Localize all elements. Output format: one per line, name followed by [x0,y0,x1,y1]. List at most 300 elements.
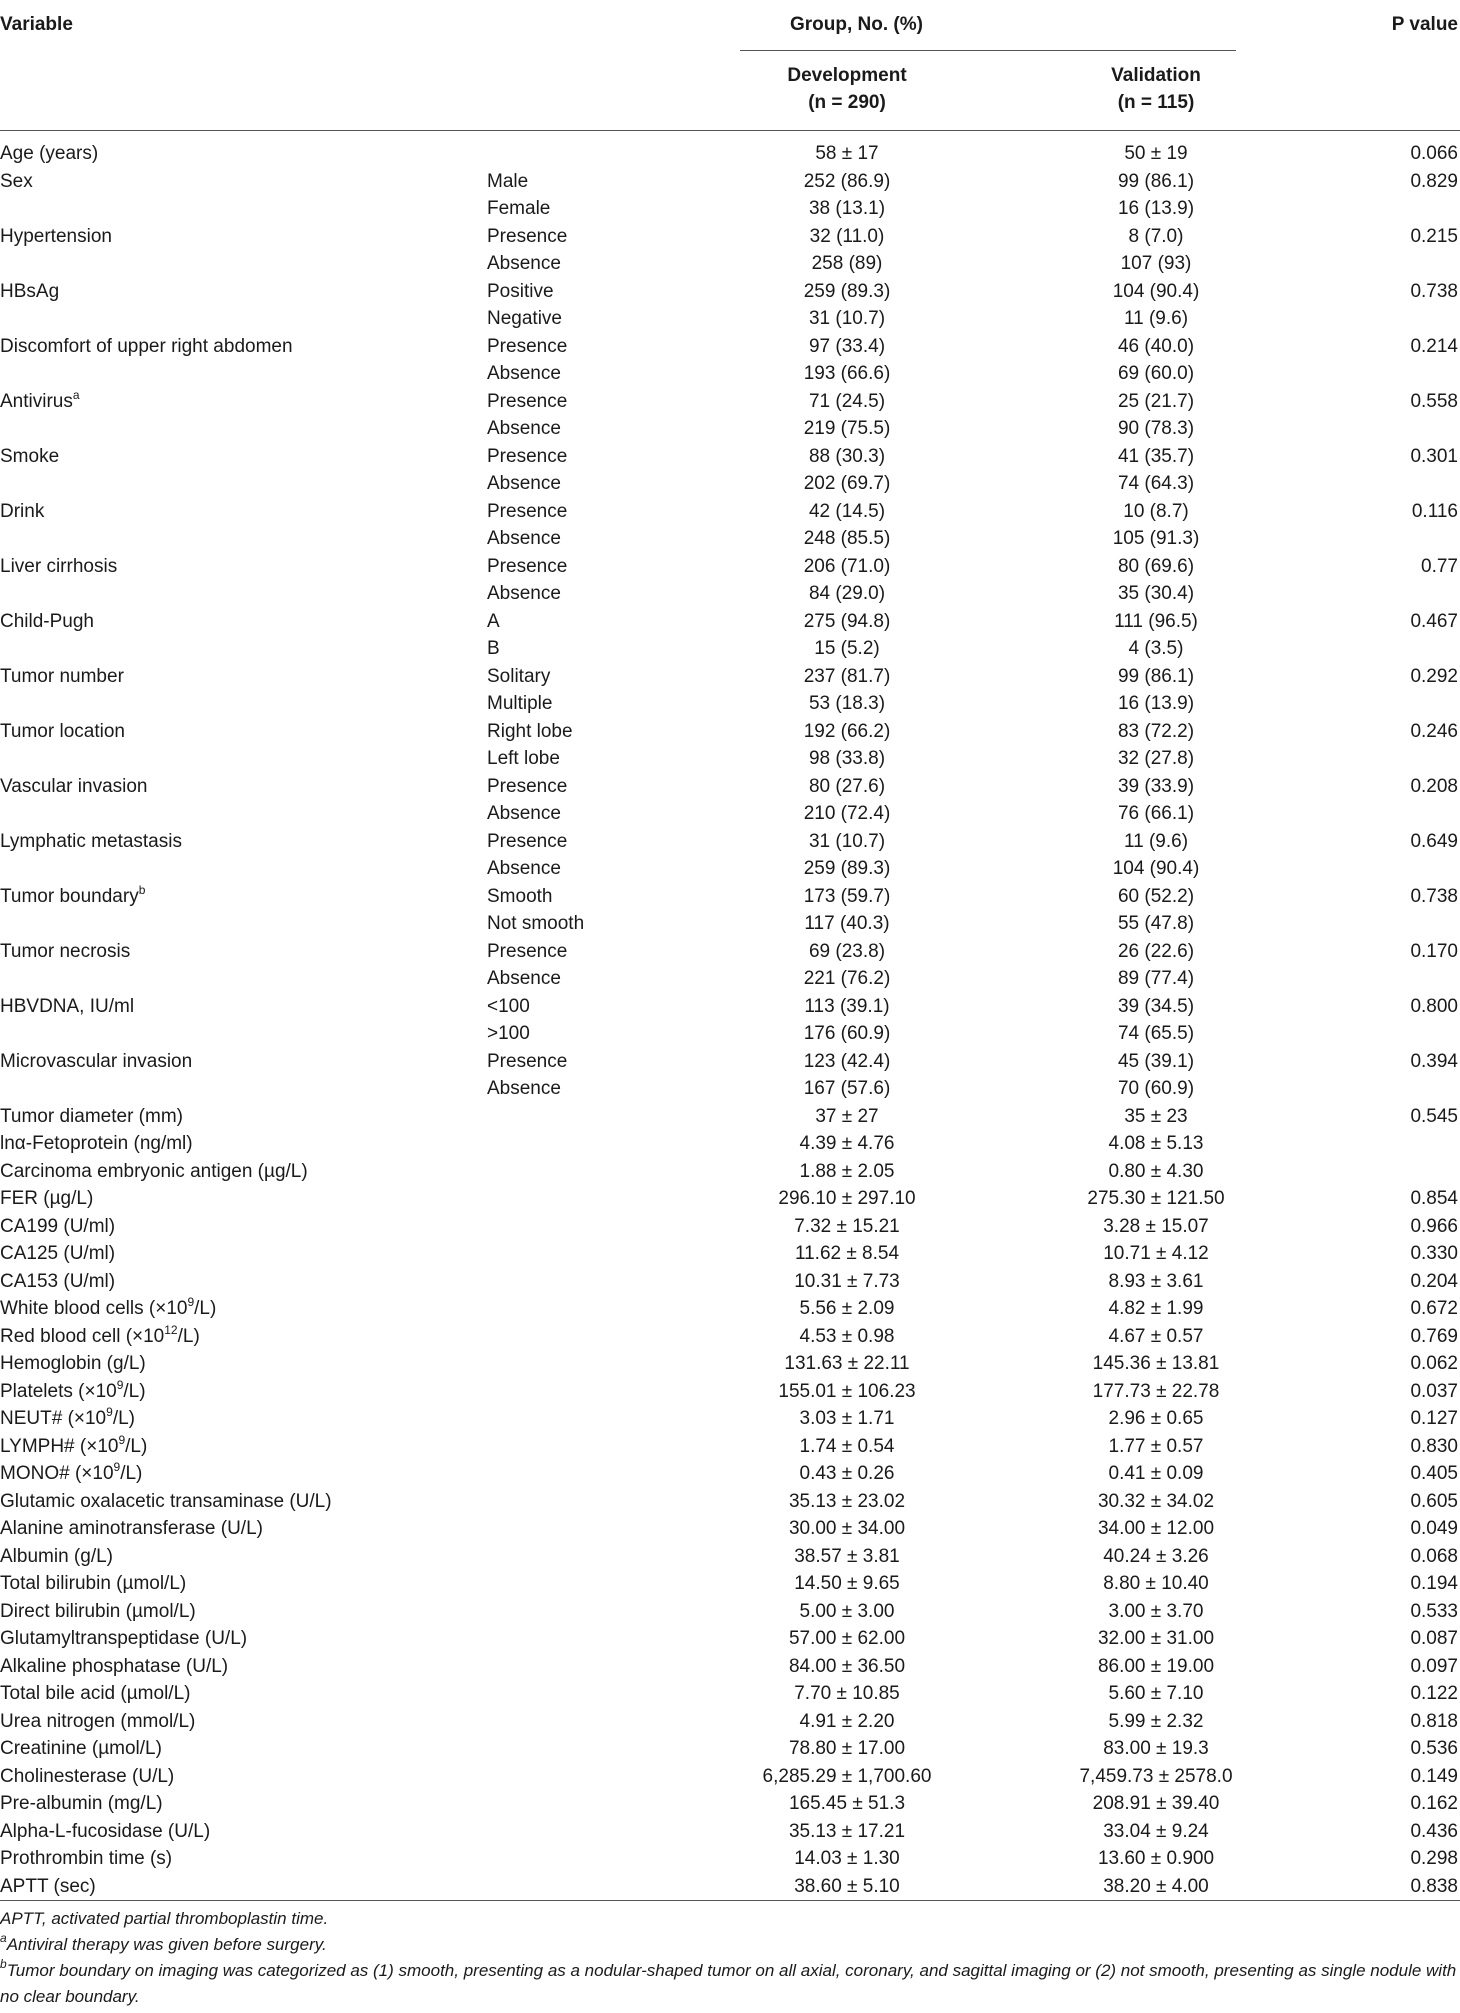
development-cell: 113 (39.1) [804,995,890,1017]
variable-label: Albumin (g/L) [0,1545,113,1567]
p-value-cell: 0.116 [1411,500,1458,522]
unit-exponent: 9 [113,1460,121,1474]
validation-cell: 39 (33.9) [1117,775,1195,797]
variable-cell [0,1570,186,1598]
validation-cell: 3.28 ± 15.07 [1103,1215,1209,1237]
table-row [0,608,1460,636]
subgroup-cell: Negative [487,308,562,329]
table-row [0,1873,1460,1901]
validation-cell: 99 (86.1) [1117,665,1195,687]
subgroup-cell: Presence [487,555,568,577]
p-value-cell: 0.062 [1410,1353,1458,1374]
development-cell: 202 (69.7) [803,473,891,494]
p-value-cell: 0.122 [1410,1683,1458,1704]
validation-cell: 2.96 ± 0.65 [1108,1408,1204,1429]
p-value-cell: 0.536 [1410,1738,1458,1759]
p-value-cell: 0.533 [1410,1600,1458,1622]
development-cell: 31 (10.7) [808,308,886,329]
p-value-cell: 0.829 [1410,170,1458,192]
variable-label: HBVDNA, IU/ml [0,995,135,1017]
footnote-b-mark: b [0,1957,7,1971]
header-variable: Variable [0,14,73,35]
footnote-a-mark: a [0,1931,7,1945]
development-cell: 84.00 ± 36.50 [788,1655,906,1677]
development-cell: 42 (14.5) [808,500,886,522]
unit-suffix: /L) [177,1325,200,1347]
development-cell: 167 (57.6) [803,1078,891,1099]
development-cell: 192 (66.2) [803,720,891,742]
table-row [0,1378,1460,1406]
table-bottom-rule [0,1900,1460,1901]
variable-label: Antivirus [0,390,73,412]
development-cell: 4.91 ± 2.20 [799,1710,895,1732]
development-cell: 10.31 ± 7.73 [794,1270,900,1292]
development-cell: 6,285.29 ± 1,700.60 [762,1765,932,1787]
validation-cell: 145.36 ± 13.81 [1092,1353,1220,1374]
table-row [0,965,1460,993]
table-row [0,745,1460,773]
validation-cell: 13.60 ± 0.900 [1097,1848,1215,1869]
subgroup-cell: Multiple [487,693,553,714]
variable-cell [0,663,124,691]
variable-cell [0,553,117,581]
development-cell: 221 (76.2) [803,968,891,989]
variable-label: Tumor number [0,665,124,687]
table-row [0,498,1460,526]
p-value-cell: 0.769 [1410,1325,1458,1347]
development-cell: 0.43 ± 0.26 [799,1463,895,1484]
development-cell: 259 (89.3) [803,280,891,302]
variable-label: FER (µg/L) [0,1188,94,1209]
development-cell: 97 (33.4) [808,335,886,357]
validation-cell: 70 (60.9) [1117,1078,1195,1099]
subgroup-cell: Female [487,198,551,219]
table-row [0,1048,1460,1076]
variable-cell [0,938,130,966]
table-row [0,1350,1460,1378]
header-bottom-rule [0,130,1460,131]
validation-cell: 8.93 ± 3.61 [1108,1270,1204,1292]
variable-cell [0,1515,263,1543]
table-row [0,553,1460,581]
variable-label: Discomfort of upper right abdomen [0,335,293,357]
table-row [0,1130,1460,1158]
validation-cell: 177.73 ± 22.78 [1092,1380,1220,1402]
subgroup-cell: Left lobe [487,748,560,769]
development-cell: 11.62 ± 8.54 [794,1243,900,1264]
validation-cell: 83.00 ± 19.3 [1103,1738,1209,1759]
variable-cell [0,1048,192,1076]
validation-cell: 107 (93) [1120,253,1192,274]
subgroup-cell: Smooth [487,885,553,907]
variable-cell [0,1240,115,1268]
variable-cell [0,1185,93,1213]
development-cell: 78.80 ± 17.00 [788,1738,906,1759]
variable-label: Age (years) [0,143,99,164]
validation-cell: 86.00 ± 19.00 [1097,1655,1215,1677]
subgroup-cell: Male [487,170,529,192]
variable-cell [0,388,80,416]
subgroup-cell: Presence [487,775,568,797]
subgroup-cell: Absence [487,253,561,274]
development-cell: 117 (40.3) [804,913,890,934]
development-cell: 38 (13.1) [808,198,886,219]
variable-label: Carcinoma embryonic antigen (µg/L) [0,1160,308,1182]
table-row [0,1653,1460,1681]
development-cell: 248 (85.5) [803,528,891,549]
validation-cell: 10 (8.7) [1123,500,1189,522]
p-value-cell: 0.066 [1410,143,1458,164]
p-value-cell: 0.214 [1410,335,1458,357]
development-cell: 193 (66.6) [803,363,891,384]
validation-cell: 11 (9.6) [1123,308,1189,329]
p-value-cell: 0.162 [1410,1793,1458,1814]
p-value-cell: 0.301 [1410,445,1458,467]
variable-label: Sex [0,170,33,192]
variable-label: White blood cells (×10 [0,1298,188,1319]
validation-cell: 11 (9.6) [1123,830,1189,852]
variable-label: Glutamic oxalacetic transaminase (U/L) [0,1490,332,1512]
development-cell: 32 (11.0) [809,225,885,247]
table-row [0,580,1460,608]
development-cell: 14.50 ± 9.65 [794,1573,900,1594]
validation-cell: 4.82 ± 1.99 [1108,1298,1204,1319]
validation-cell: 34.00 ± 12.00 [1097,1518,1215,1539]
variable-label: MONO# (×10 [0,1463,114,1484]
development-cell: 30.00 ± 34.00 [788,1518,906,1539]
validation-cell: 74 (64.3) [1117,473,1195,494]
development-cell: 7.32 ± 15.21 [794,1215,900,1237]
table-row [0,828,1460,856]
variable-cell [0,1433,147,1461]
variable-label: Alpha-L-fucosidase (U/L) [0,1820,211,1842]
development-cell: 58 ± 17 [815,143,879,164]
p-value-cell: 0.854 [1410,1188,1458,1209]
variable-cell [0,223,112,251]
variable-label: Creatinine (µmol/L) [0,1738,162,1759]
table-row [0,1790,1460,1818]
table-row [0,1515,1460,1543]
subgroup-cell: Absence [487,418,561,439]
table-row [0,1405,1460,1433]
validation-cell: 4 (3.5) [1128,638,1184,659]
development-cell: 57.00 ± 62.00 [788,1628,906,1649]
header-development [742,62,952,116]
p-value-cell: 0.558 [1410,390,1458,412]
variable-label: Tumor diameter (mm) [0,1105,183,1127]
p-value-cell: 0.097 [1410,1655,1458,1677]
subgroup-cell: <100 [487,995,530,1017]
variable-cell [0,1405,135,1433]
footnote-marker: a [72,387,80,402]
development-cell: 38.57 ± 3.81 [794,1545,900,1567]
validation-cell: 35 (30.4) [1117,583,1195,604]
variable-cell [0,1158,308,1186]
variable-label: Alkaline phosphatase (U/L) [0,1655,229,1677]
table-row [0,1708,1460,1736]
development-cell: 69 (23.8) [808,940,886,962]
validation-cell: 50 ± 19 [1124,143,1188,164]
variable-label: lnα-Fetoprotein (ng/ml) [0,1133,193,1154]
table-row [0,305,1460,333]
validation-cell: 8.80 ± 10.40 [1103,1573,1209,1594]
variable-cell [0,718,125,746]
p-value-cell: 0.738 [1410,885,1458,907]
variable-label: APTT (sec) [0,1875,96,1897]
table-row [0,1213,1460,1241]
variable-cell [0,1598,196,1626]
variable-label: CA153 (U/ml) [0,1270,116,1292]
footnote-a-text: Antiviral therapy was given before surgery. [6,1935,327,1954]
variable-cell [0,608,94,636]
subgroup-cell: Presence [487,335,568,357]
unit-suffix: /L) [194,1298,217,1319]
table-row [0,718,1460,746]
development-cell: 80 (27.6) [808,775,886,797]
variable-cell [0,1735,162,1763]
development-cell: 4.39 ± 4.76 [799,1133,895,1154]
development-cell: 7.70 ± 10.85 [794,1683,900,1704]
table-body [0,140,1460,1900]
variable-label: Glutamyltranspeptidase (U/L) [0,1628,248,1649]
development-cell: 35.13 ± 23.02 [788,1490,906,1512]
unit-suffix: /L) [123,1380,146,1402]
table-row [0,1818,1460,1846]
variable-cell [0,443,59,471]
table-row [0,223,1460,251]
table-row [0,1158,1460,1186]
p-value-cell: 0.330 [1410,1243,1458,1264]
variable-label: Total bile acid (µmol/L) [0,1683,191,1704]
development-cell: 37 ± 27 [815,1105,879,1127]
validation-cell: 38.20 ± 4.00 [1103,1875,1209,1897]
p-value-cell: 0.127 [1410,1408,1458,1429]
development-cell: 259 (89.3) [803,858,891,879]
table-row [0,1433,1460,1461]
unit-exponent: 12 [164,1322,178,1337]
subgroup-cell: Absence [487,968,561,989]
p-value-cell: 0.545 [1410,1105,1458,1127]
development-cell: 165.45 ± 51.3 [788,1793,906,1814]
development-cell: 131.63 ± 22.11 [784,1353,910,1374]
subgroup-cell: Right lobe [487,720,573,742]
variable-cell [0,1130,193,1158]
validation-cell: 4.67 ± 0.57 [1108,1325,1204,1347]
table-row [0,938,1460,966]
validation-cell: 83 (72.2) [1117,720,1195,742]
validation-cell: 5.99 ± 2.32 [1108,1710,1204,1732]
variable-label: Vascular invasion [0,775,148,797]
variable-cell [0,1708,195,1736]
table-row [0,773,1460,801]
validation-cell: 10.71 ± 4.12 [1103,1243,1209,1264]
development-cell: 5.56 ± 2.09 [799,1298,895,1319]
development-cell: 176 (60.9) [803,1023,891,1044]
development-cell: 237 (81.7) [803,665,891,687]
variable-cell [0,828,182,856]
table-row [0,140,1460,168]
variable-label: Red blood cell (×10 [0,1325,165,1347]
variable-cell [0,1873,96,1901]
table-row [0,470,1460,498]
variable-label: Lymphatic metastasis [0,830,182,852]
subgroup-cell: Presence [487,225,568,247]
header-validation-n: (n = 115) [1117,92,1195,113]
subgroup-cell: Absence [487,528,561,549]
p-value-cell: 0.838 [1410,1875,1458,1897]
table-footnotes [0,1906,1460,2010]
table-row [0,1240,1460,1268]
development-cell: 98 (33.8) [808,748,886,769]
validation-cell: 55 (47.8) [1117,913,1195,934]
p-value-cell: 0.087 [1410,1628,1458,1649]
p-value-cell: 0.394 [1410,1050,1458,1072]
validation-cell: 90 (78.3) [1117,418,1195,439]
subgroup-cell: Absence [487,363,561,384]
variable-label: Prothrombin time (s) [0,1848,173,1869]
validation-cell: 80 (69.6) [1117,555,1195,577]
subgroup-cell: B [487,638,500,659]
p-value-cell: 0.405 [1410,1463,1458,1484]
validation-cell: 0.80 ± 4.30 [1108,1160,1204,1182]
variable-label: Child-Pugh [0,610,94,632]
unit-exponent: 9 [106,1405,113,1419]
variable-cell [0,1653,228,1681]
p-value-cell: 0.800 [1410,995,1458,1017]
table-row [0,1460,1460,1488]
validation-cell: 89 (77.4) [1117,968,1195,989]
variable-cell [0,1680,190,1708]
validation-cell: 3.00 ± 3.70 [1108,1600,1204,1622]
table-row [0,993,1460,1021]
variable-label: Drink [0,500,45,522]
subgroup-cell: Presence [487,830,568,852]
table-row [0,690,1460,718]
variable-cell [0,1790,163,1818]
validation-cell: 60 (52.2) [1117,885,1195,907]
development-cell: 173 (59.7) [803,885,891,907]
variable-label: CA125 (U/ml) [0,1243,116,1264]
header-validation [1051,62,1261,116]
table-row [0,1295,1460,1323]
variable-cell [0,773,148,801]
development-cell: 53 (18.3) [808,693,886,714]
development-cell: 3.03 ± 1.71 [799,1408,895,1429]
table-row [0,635,1460,663]
variable-cell [0,333,293,361]
variable-label: Platelets (×10 [0,1380,117,1402]
validation-cell: 4.08 ± 5.13 [1108,1133,1204,1154]
variable-label: CA199 (U/ml) [0,1215,116,1237]
p-value-cell: 0.292 [1410,665,1458,687]
unit-suffix: /L) [125,1435,148,1457]
development-cell: 4.53 ± 0.98 [799,1325,895,1347]
group-underline [740,50,1236,51]
table-row [0,1268,1460,1296]
validation-cell: 104 (90.4) [1112,280,1200,302]
variable-label: HBsAg [0,280,60,302]
p-value-cell: 0.049 [1410,1518,1458,1539]
variable-cell [0,1213,115,1241]
p-value-cell: 0.436 [1410,1820,1458,1842]
p-value-cell: 0.649 [1410,830,1458,852]
development-cell: 88 (30.3) [808,445,886,467]
variable-label: Total bilirubin (µmol/L) [0,1573,187,1594]
unit-exponent: 9 [118,1432,126,1447]
validation-cell: 74 (65.5) [1117,1023,1195,1044]
development-cell: 1.88 ± 2.05 [799,1160,895,1182]
variable-cell [0,993,134,1021]
development-cell: 5.00 ± 3.00 [799,1600,895,1622]
variable-cell [0,1460,142,1488]
subgroup-cell: Presence [487,1050,568,1072]
subgroup-cell: Presence [487,445,568,467]
table-row [0,1075,1460,1103]
validation-cell: 16 (13.9) [1117,198,1195,219]
table-row [0,663,1460,691]
variable-cell [0,1543,113,1571]
validation-cell: 16 (13.9) [1117,693,1195,714]
development-cell: 210 (72.4) [803,803,891,824]
header-validation-label: Validation [1111,65,1201,86]
subgroup-cell: Absence [487,858,561,879]
header-group: Group, No. (%) [790,14,923,35]
variable-label: Direct bilirubin (µmol/L) [0,1600,196,1622]
table-row [0,333,1460,361]
table-row [0,910,1460,938]
validation-cell: 41 (35.7) [1117,445,1195,467]
subgroup-cell: Presence [487,940,568,962]
variable-cell [0,1818,210,1846]
development-cell: 155.01 ± 106.23 [778,1380,916,1402]
variable-cell [0,1268,115,1296]
variable-cell [0,498,44,526]
subgroup-cell: Positive [487,280,554,302]
p-value-cell: 0.77 [1421,555,1458,577]
p-value-cell: 0.738 [1410,280,1458,302]
table-row [0,415,1460,443]
variable-label: Hemoglobin (g/L) [0,1353,146,1374]
development-cell: 123 (42.4) [803,1050,891,1072]
table-row [0,525,1460,553]
subgroup-cell: Absence [487,803,561,824]
footnote-a [0,1932,1460,1958]
validation-cell: 69 (60.0) [1117,363,1195,384]
p-value-cell: 0.467 [1410,610,1458,632]
table-row [0,1680,1460,1708]
variable-cell [0,278,59,306]
validation-cell: 104 (90.4) [1112,858,1200,879]
table-row [0,1845,1460,1873]
subgroup-cell: A [487,610,500,632]
variable-label: Cholinesterase (U/L) [0,1765,175,1787]
table-row [0,855,1460,883]
p-value-cell: 0.246 [1410,720,1458,742]
variable-cell [0,1488,332,1516]
validation-cell: 76 (66.1) [1117,803,1195,824]
table-row [0,388,1460,416]
p-value-cell: 0.204 [1410,1270,1458,1292]
variable-cell [0,1763,174,1791]
footnote-abbreviation: APTT, activated partial thromboplastin time. [0,1909,329,1928]
table-row [0,1570,1460,1598]
validation-cell: 208.91 ± 39.40 [1092,1793,1220,1814]
development-cell: 71 (24.5) [808,390,886,412]
validation-cell: 40.24 ± 3.26 [1103,1545,1209,1567]
validation-cell: 46 (40.0) [1117,335,1195,357]
subgroup-cell: Not smooth [487,913,585,934]
subgroup-cell: Presence [487,390,568,412]
